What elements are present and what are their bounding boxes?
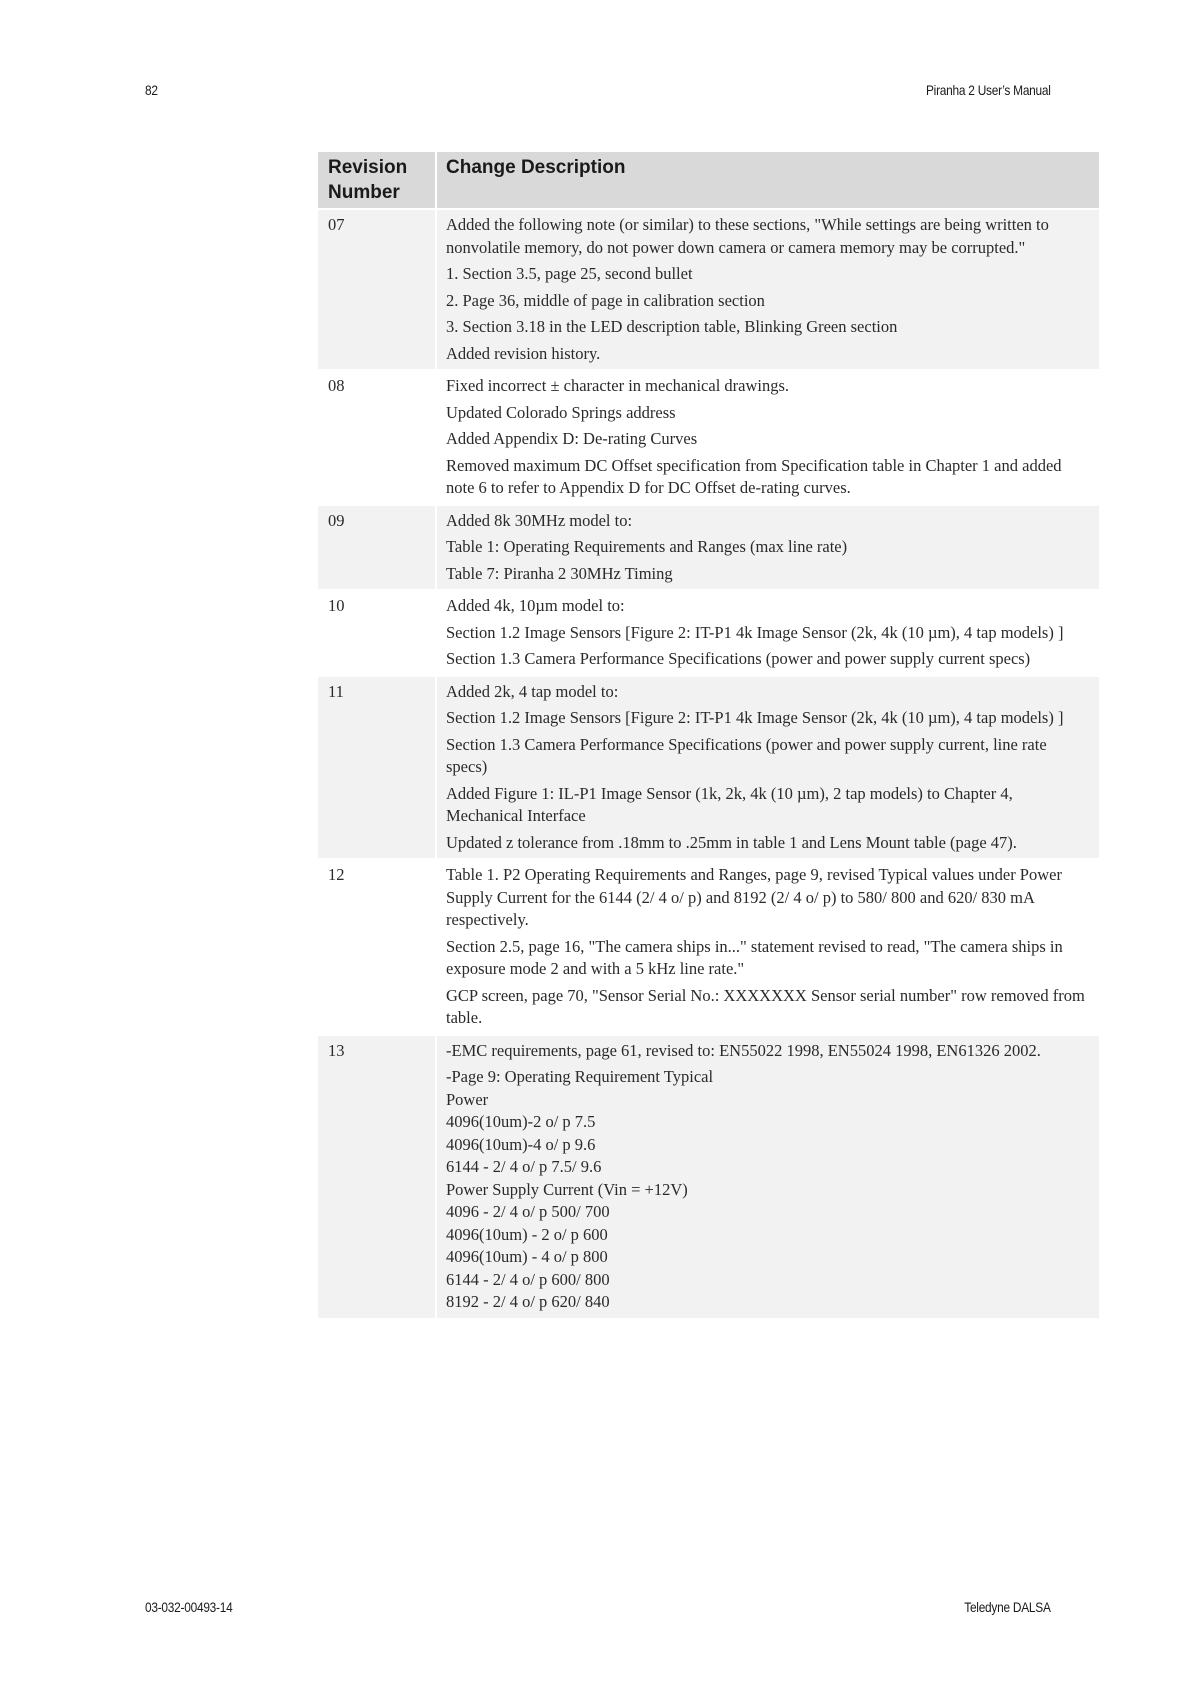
table-row	[318, 208, 1099, 369]
change-line: Added the following note (or similar) to these sections, "While settings are being written to nonvolatile memory, do not power down camera or camera memory may be corrupted."	[446, 215, 1049, 257]
revision-number: 10	[318, 589, 437, 675]
table-header-row	[318, 152, 1099, 208]
change-line: Section 1.2 Image Sensors [Figure 2: IT-P1 4k Image Sensor (2k, 4k (10 µm), 4 tap models) ]	[446, 622, 1064, 642]
revision-number: 13	[318, 1034, 437, 1318]
column-header-revision-number: Revision Number	[318, 152, 437, 208]
table-row	[318, 369, 1099, 504]
table-row	[318, 858, 1099, 1034]
change-line: Added 4k, 10µm model to:	[446, 596, 625, 615]
document-number: 03-032-00493-14	[145, 1599, 233, 1615]
table-row	[318, 675, 1099, 859]
change-line: 3. Section 3.18 in the LED description table, Blinking Green section	[446, 317, 898, 336]
table-row	[318, 504, 1099, 590]
change-line: Section 1.3 Camera Performance Specifications (power and power supply current, line rate specs)	[446, 734, 1047, 776]
change-line: GCP screen, page 70, "Sensor Serial No.: XXXXXXX Sensor serial number" row removed from table.	[446, 985, 1085, 1027]
revision-number: 12	[318, 858, 437, 1034]
column-header-change-description: Change Description	[437, 152, 1099, 208]
table-body	[318, 208, 1099, 1318]
change-line: Table 1: Operating Requirements and Ranges (max line rate)	[446, 537, 848, 556]
table-row	[318, 1034, 1099, 1318]
change-line: Added Figure 1: IL-P1 Image Sensor (1k, 2k, 4k (10 µm), 2 tap models) to Chapter 4, Mechanical Interface	[446, 783, 1013, 825]
change-line-multiline: -Page 9: Operating Requirement Typical Power 4096(10um)-2 o/ p 7.5 4096(10um)-4 o/ p 9.6 6144 - 2/ 4 o/ p 7.5/ 9.6 Power Supply Current (Vin = +12V) 4096 - 2/ 4 o/ p 500/ 700 4096(10um) - 2 o/ p 600 4096(10um) - 4 o/ p 800 6144 - 2/ 4 o/ p 600/ 800 8192 - 2/ 4 o/ p 620/ 840	[446, 1067, 714, 1311]
change-description	[437, 369, 1099, 504]
change-line: Table 7: Piranha 2 30MHz Timing	[446, 563, 673, 583]
change-line: Added Appendix D: De-rating Curves	[446, 429, 698, 448]
change-line: Added revision history.	[446, 343, 601, 363]
change-line: Fixed incorrect ± character in mechanical drawings.	[446, 376, 790, 395]
change-line: 1. Section 3.5, page 25, second bullet	[446, 264, 693, 283]
change-line: -EMC requirements, page 61, revised to: EN55022 1998, EN55024 1998, EN61326 2002.	[446, 1040, 1041, 1060]
change-description	[437, 858, 1099, 1034]
change-line: Updated Colorado Springs address	[446, 402, 676, 422]
page-number: 82	[145, 82, 158, 98]
change-line: Table 1. P2 Operating Requirements and Ranges, page 9, revised Typical values under Power Supply Current for the 6144 (2/ 4 o/ p) and 8192 (2/ 4 o/ p) to 580/ 800 and 620/ 830 mA respectively.	[446, 865, 1062, 929]
revision-number: 09	[318, 504, 437, 590]
change-description	[437, 675, 1099, 859]
change-description	[437, 208, 1099, 369]
company-name: Teledyne DALSA	[964, 1599, 1051, 1615]
revision-number: 07	[318, 208, 437, 369]
revision-number: 11	[318, 675, 437, 859]
change-line: Updated z tolerance from .18mm to .25mm in table 1 and Lens Mount table (page 47).	[446, 832, 1017, 852]
change-line: Removed maximum DC Offset specification from Specification table in Chapter 1 and added note 6 to refer to Appendix D for DC Offset de-rating curves.	[446, 455, 1062, 497]
change-description	[437, 504, 1099, 590]
revision-number: 08	[318, 369, 437, 504]
change-description	[437, 1034, 1099, 1318]
table-row	[318, 589, 1099, 675]
change-line: Added 2k, 4 tap model to:	[446, 681, 619, 701]
change-line: Section 1.3 Camera Performance Specifications (power and power supply current specs)	[446, 649, 1031, 668]
change-line: Section 1.2 Image Sensors [Figure 2: IT-P1 4k Image Sensor (2k, 4k (10 µm), 4 tap models) ]	[446, 708, 1064, 727]
change-description	[437, 589, 1099, 675]
manual-title: Piranha 2 User’s Manual	[926, 82, 1051, 98]
change-line: 2. Page 36, middle of page in calibration section	[446, 290, 765, 310]
revision-history-table	[318, 152, 1099, 1318]
change-line: Section 2.5, page 16, "The camera ships in..." statement revised to read, "The camera ships in exposure mode 2 and with a 5 kHz line rate."	[446, 936, 1063, 978]
change-line: Added 8k 30MHz model to:	[446, 510, 633, 530]
